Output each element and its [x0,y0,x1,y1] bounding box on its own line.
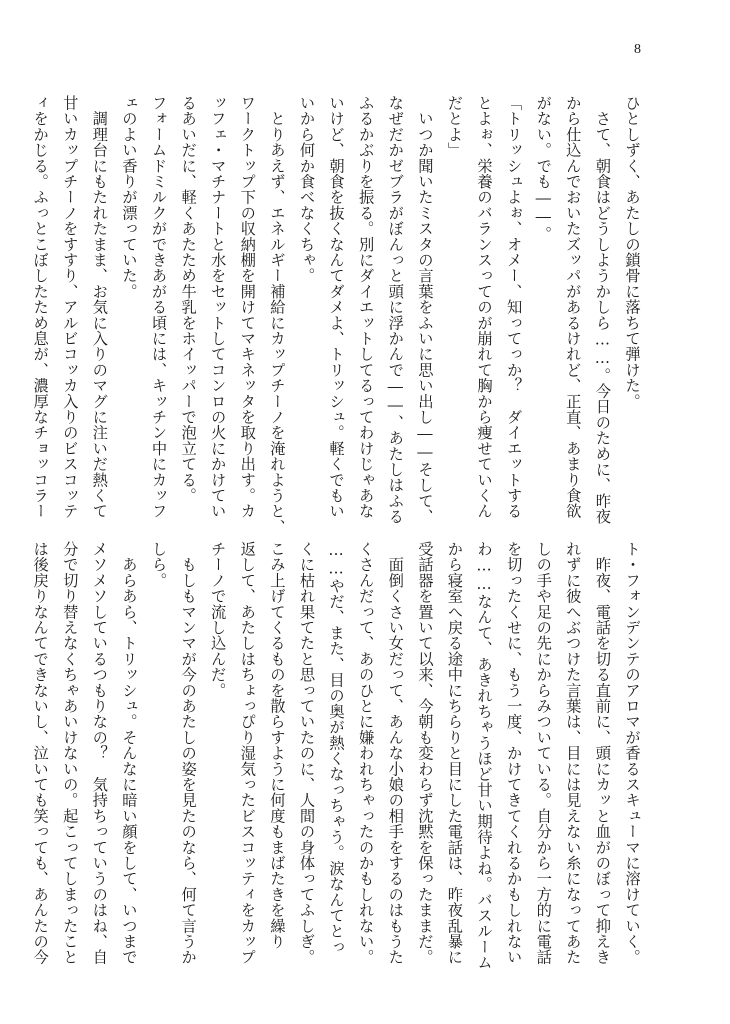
bottom-block-line: チーノで流し込んだ。 [208,541,227,698]
top-block-line: なぜだかゼブラがぼんっと頭に浮かんで――、あたしはふる [386,95,405,525]
text-block-top [25,95,646,535]
top-block-line: ワークトップ下の収納棚を開けてマキネッタを取り出す。カ [238,95,257,519]
top-block-line: ひとしずく、あたしの鎖骨に落ちて弾けた。 [623,95,641,409]
top-block-line: だとよ」 [445,95,464,158]
bottom-block-line: しら。 [149,541,168,589]
top-block-line: とりあえず、エネルギー補給にカップチーノを淹れようと、 [267,95,286,535]
bottom-block-line: 受話器を置いて以来、今朝も変わらず沈黙を保ったままだ。 [415,541,434,965]
bottom-block-line: わ……なんて、あきれちゃうほど甘い期待よね。バスルーム [475,541,494,971]
bottom-block-line: から寝室へ戻る途中にちらりと目にした電話は、昨夜乱暴に [445,541,464,965]
top-block-line: ッフェ・マチナートと水をセットしてコンロの火にかけてい [208,95,227,519]
top-block-line: 調理台にもたれたまま、お気に入りのマグに注いだ熱くて [90,95,109,519]
bottom-block-line: を切ったくせに、もう一度、かけてきてくれるかもしれない [504,541,523,965]
top-block-line: 「トリッシュよぉ、オメー、知ってっか？ ダイエットする [504,95,523,519]
bottom-block-line: くさんだって、あのひとに嫌われちゃったのかもしれない。 [356,541,375,965]
bottom-block-line: 面倒くさい女だって、あんな小娘の相手をするのはもうた [386,541,405,965]
bottom-block-line: くに枯れ果てたと思っていたのに、人間の身体ってふしぎ。 [297,541,316,965]
bottom-block-line: 昨夜、電話を切る直前に、頭にカッと血がのぼって抑えき [593,541,612,965]
top-block-line: とよぉ、栄養のバランスってのが崩れて胸から痩せていくん [475,95,494,519]
top-block-line: ィをかじる。ふっとこぼしたため息が、濃厚なチョッコラー [31,95,50,519]
top-block-line: ふるかぶりを振る。別にダイエットしてるってわけじゃあな [356,95,375,519]
top-block-line: いつか聞いたミスタの言葉をふいに思い出し――そして、 [415,95,434,525]
bottom-block-line: こみ上げてくるものを散らすように何度もまばたきを繰り [267,541,286,950]
top-block-line: フォームドミルクができあがる頃には、キッチン中にカッフ [149,95,168,519]
page-number: 8 [634,42,641,57]
bottom-block-line: ……やだ、また、目の奥が熱くなっちゃう。涙なんてとっ [327,541,346,955]
bottom-block-line: メソメソしているつもりなの？ 気持ちっていうのはね、自 [90,541,109,965]
bottom-block-line: れずに彼へぶつけた言葉は、目には見えない糸になってあた [563,541,582,965]
top-block-line: いから何か食べなくちゃ。 [297,95,316,284]
bottom-block-line: 分で切り替えなくちゃあいけないの。起こってしまったこと [60,541,79,965]
top-block-line: がない。でも――。 [534,95,553,242]
bottom-block-line: 返して、あたしはちょっぴり湿気ったビスコッティをカップ [238,541,257,965]
top-block-line: から仕込んでおいたズッパがあるけれど、正直、あまり食欲 [563,95,582,519]
bottom-block-line: は後戻りなんてできないし、泣いても笑っても、あんたの今 [31,541,50,965]
top-block-line: 甘いカップチーノをすすり、アルビコッカ入りのビスコッテ [60,95,79,519]
bottom-block-line: あらあら、トリッシュ。そんなに暗い顔をして、いつまで [119,541,138,965]
text-block-bottom [25,541,646,971]
top-block-line: るあいだに、軽くあたため牛乳をホイッパーで泡立てる。 [179,95,198,504]
top-block-line: さて、朝食はどうしようかしら……。今日のために、昨夜 [593,95,612,525]
bottom-block-line: ト・フォンデンテのアロマが香るスキューマに溶けていく。 [623,541,641,965]
top-block-line: いけど、朝食を抜くなんてダメよ、トリッシュ。軽くでもい [327,95,346,519]
bottom-block-line: しの手や足の先にからみついている。自分から一方的に電話 [534,541,553,965]
top-block-line: ェのよい香りが漂っていた。 [119,95,138,300]
bottom-block-line: もしもマンマが今のあたしの姿を見たのなら、何て言うか [179,541,198,965]
